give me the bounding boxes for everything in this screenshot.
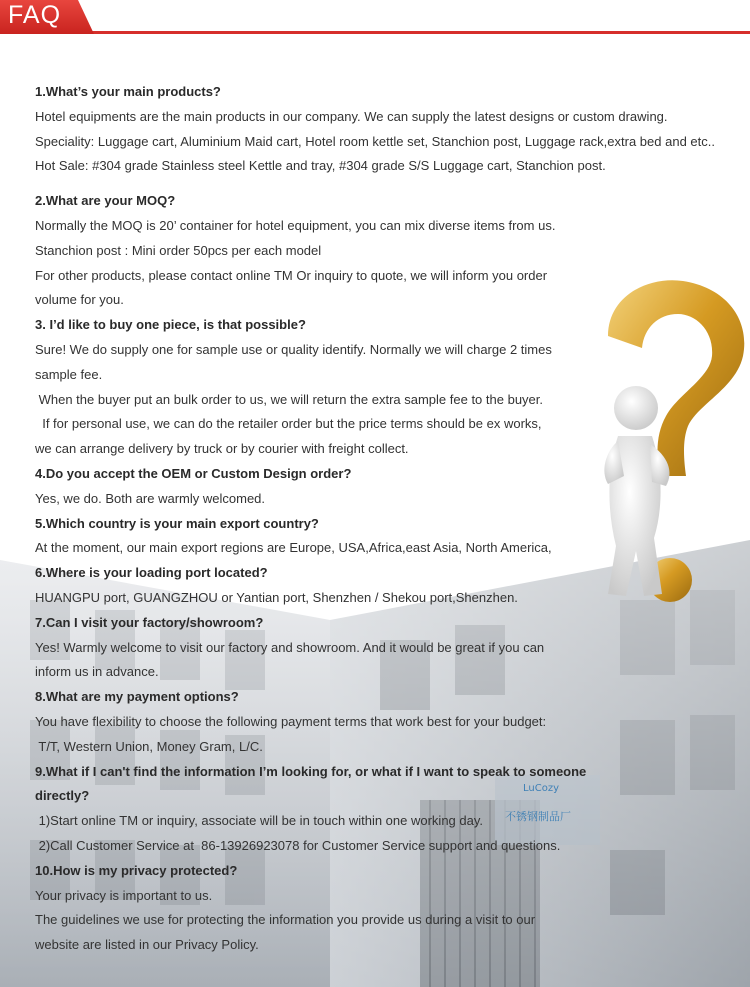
faq-answer-line: HUANGPU port, GUANGZHOU or Yantian port, Shenzhen / Shekou port,Shenzhen. (35, 589, 518, 605)
factory-sign-brand: LuCozy (523, 783, 560, 794)
faq-answer-line: website are listed in our Privacy Policy. (35, 937, 259, 953)
faq-question-6: 6.Where is your loading port located? (35, 565, 268, 581)
faq-answer-line: For other products, please contact online TM Or inquiry to quote, we will inform you order (35, 267, 548, 283)
faq-header (0, 0, 750, 34)
faq-question-10: 10.How is my privacy protected? (35, 862, 238, 878)
faq-answer-line: The guidelines we use for protecting the information you provide us during a visit to our (35, 912, 536, 928)
faq-answer-line: At the moment, our main export regions are Europe, USA,Africa,east Asia, North America, (35, 540, 552, 556)
faq-answer-line: Hot Sale: #304 grade Stainless steel Kettle and tray, #304 grade S/S Luggage cart, Stanchion post. (35, 158, 606, 174)
faq-answer-line: inform us in advance. (35, 664, 159, 680)
faq-answer-line: 1)Start online TM or inquiry, associate will be in touch within one working day. (35, 813, 483, 829)
header-divider (0, 31, 750, 34)
page-title: FAQ (8, 1, 62, 29)
faq-answer-line: Normally the MOQ is 20’ container for hotel equipment, you can mix diverse items from us. (35, 217, 556, 233)
faq-answer-line: Speciality: Luggage cart, Aluminium Maid cart, Hotel room kettle set, Stanchion post, Luggage rack,extra bed and etc.. (35, 133, 715, 149)
faq-answer-line: Yes, we do. Both are warmly welcomed. (35, 490, 266, 506)
faq-question-9-continued: directly? (35, 788, 90, 804)
faq-answer-line: Stanchion post : Mini order 50pcs per each model (35, 242, 322, 258)
faq-question-9: 9.What if I can't find the information I’m looking for, or what if I want to speak to someone (35, 763, 587, 779)
faq-answer-line: When the buyer put an bulk order to us, we will return the extra sample fee to the buyer. (35, 391, 543, 407)
faq-question-8: 8.What are my payment options? (35, 689, 239, 705)
faq-question-5: 5.Which country is your main export country? (35, 515, 319, 531)
faq-question-7: 7.Can I visit your factory/showroom? (35, 614, 264, 630)
faq-answer-line: Yes! Warmly welcome to visit our factory and showroom. And it would be great if you can (35, 639, 545, 655)
faq-question-3: 3. I’d like to buy one piece, is that possible? (35, 317, 306, 333)
faq-answer-line: sample fee. (35, 366, 103, 382)
faq-answer-line: T/T, Western Union, Money Gram, L/C. (35, 738, 263, 754)
faq-answer-line: Your privacy is important to us. (35, 887, 213, 903)
faq-answer-line: Sure! We do supply one for sample use or quality identify. Normally we will charge 2 times (35, 341, 552, 357)
faq-answer-line: 2)Call Customer Service at 86-13926923078 for Customer Service support and questions. (35, 837, 561, 853)
faq-list (35, 80, 740, 958)
faq-answer-line: volume for you. (35, 292, 124, 308)
faq-answer-line: we can arrange delivery by truck or by courier with freight collect. (35, 441, 409, 457)
faq-answer-line: Hotel equipments are the main products in our company. We can supply the latest designs or custom drawing. (35, 108, 668, 124)
faq-question-4: 4.Do you accept the OEM or Custom Design order? (35, 465, 352, 481)
faq-answer-line: You have flexibility to choose the following payment terms that work best for your budget: (35, 713, 547, 729)
faq-question-1: 1.What’s your main products? (35, 84, 221, 99)
factory-sign-chinese: 不锈钢制品厂 (505, 810, 571, 823)
faq-answer-line: If for personal use, we can do the retailer order but the price terms should be ex works, (35, 416, 542, 432)
faq-question-2: 2.What are your MOQ? (35, 193, 176, 209)
